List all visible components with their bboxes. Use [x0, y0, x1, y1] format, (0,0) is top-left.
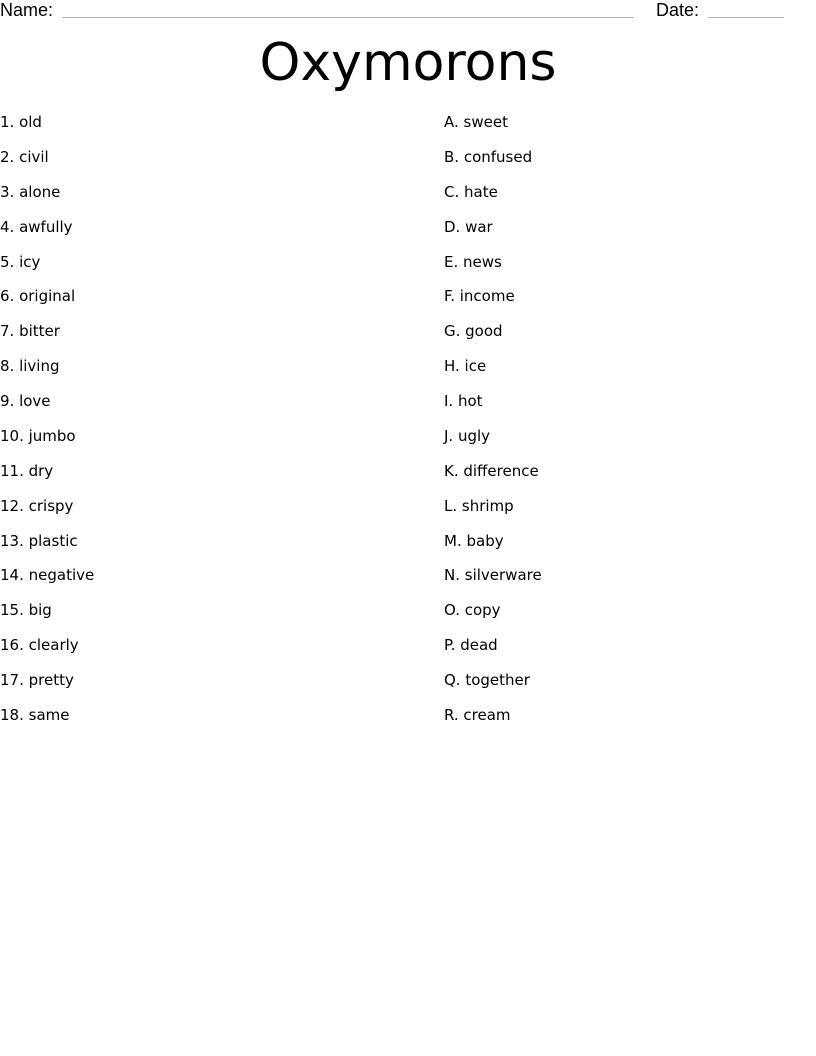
- list-item: M. baby: [444, 531, 504, 550]
- list-item: D. war: [444, 217, 493, 236]
- list-item: N. silverware: [444, 566, 542, 585]
- list-item: F. income: [444, 287, 515, 306]
- list-item: A. sweet: [444, 113, 508, 131]
- list-item: 14. negative: [0, 566, 95, 585]
- list-item: 6. original: [0, 287, 76, 306]
- list-item: J. ugly: [444, 426, 491, 445]
- page-title: Oxymorons: [259, 33, 557, 93]
- list-item: 7. bitter: [0, 322, 60, 341]
- list-item: 3. alone: [0, 182, 61, 201]
- list-item: R. cream: [444, 705, 511, 724]
- list-item: 1. old: [0, 113, 42, 131]
- name-label: Name:: [0, 0, 54, 20]
- name-line: [62, 17, 634, 18]
- list-item: 8. living: [0, 357, 60, 376]
- date-line: [708, 17, 784, 18]
- list-item: 13. plastic: [0, 531, 78, 550]
- date-label: Date:: [656, 0, 700, 20]
- list-item: B. confused: [444, 147, 533, 166]
- list-item: I. hot: [444, 392, 483, 410]
- list-item: 18. same: [0, 705, 70, 724]
- list-item: 11. dry: [0, 461, 54, 480]
- list-item: Q. together: [444, 671, 530, 689]
- list-item: O. copy: [444, 601, 501, 620]
- list-item: K. difference: [444, 461, 539, 480]
- list-item: 10. jumbo: [0, 426, 76, 445]
- list-item: 4. awfully: [0, 217, 73, 236]
- list-item: C. hate: [444, 182, 498, 201]
- right-word-list: [444, 112, 542, 740]
- list-item: 17. pretty: [0, 671, 74, 689]
- left-word-list: [0, 112, 94, 740]
- list-item: L. shrimp: [444, 496, 514, 515]
- list-item: 5. icy: [0, 252, 41, 271]
- list-item: E. news: [444, 252, 502, 271]
- list-item: G. good: [444, 322, 503, 341]
- list-item: 9. love: [0, 392, 51, 410]
- list-item: H. ice: [444, 357, 487, 376]
- list-item: 12. crispy: [0, 496, 74, 515]
- list-item: 16. clearly: [0, 636, 79, 655]
- list-item: 15. big: [0, 601, 52, 620]
- worksheet-header: [0, 0, 816, 24]
- list-item: 2. civil: [0, 147, 49, 166]
- list-item: P. dead: [444, 636, 498, 655]
